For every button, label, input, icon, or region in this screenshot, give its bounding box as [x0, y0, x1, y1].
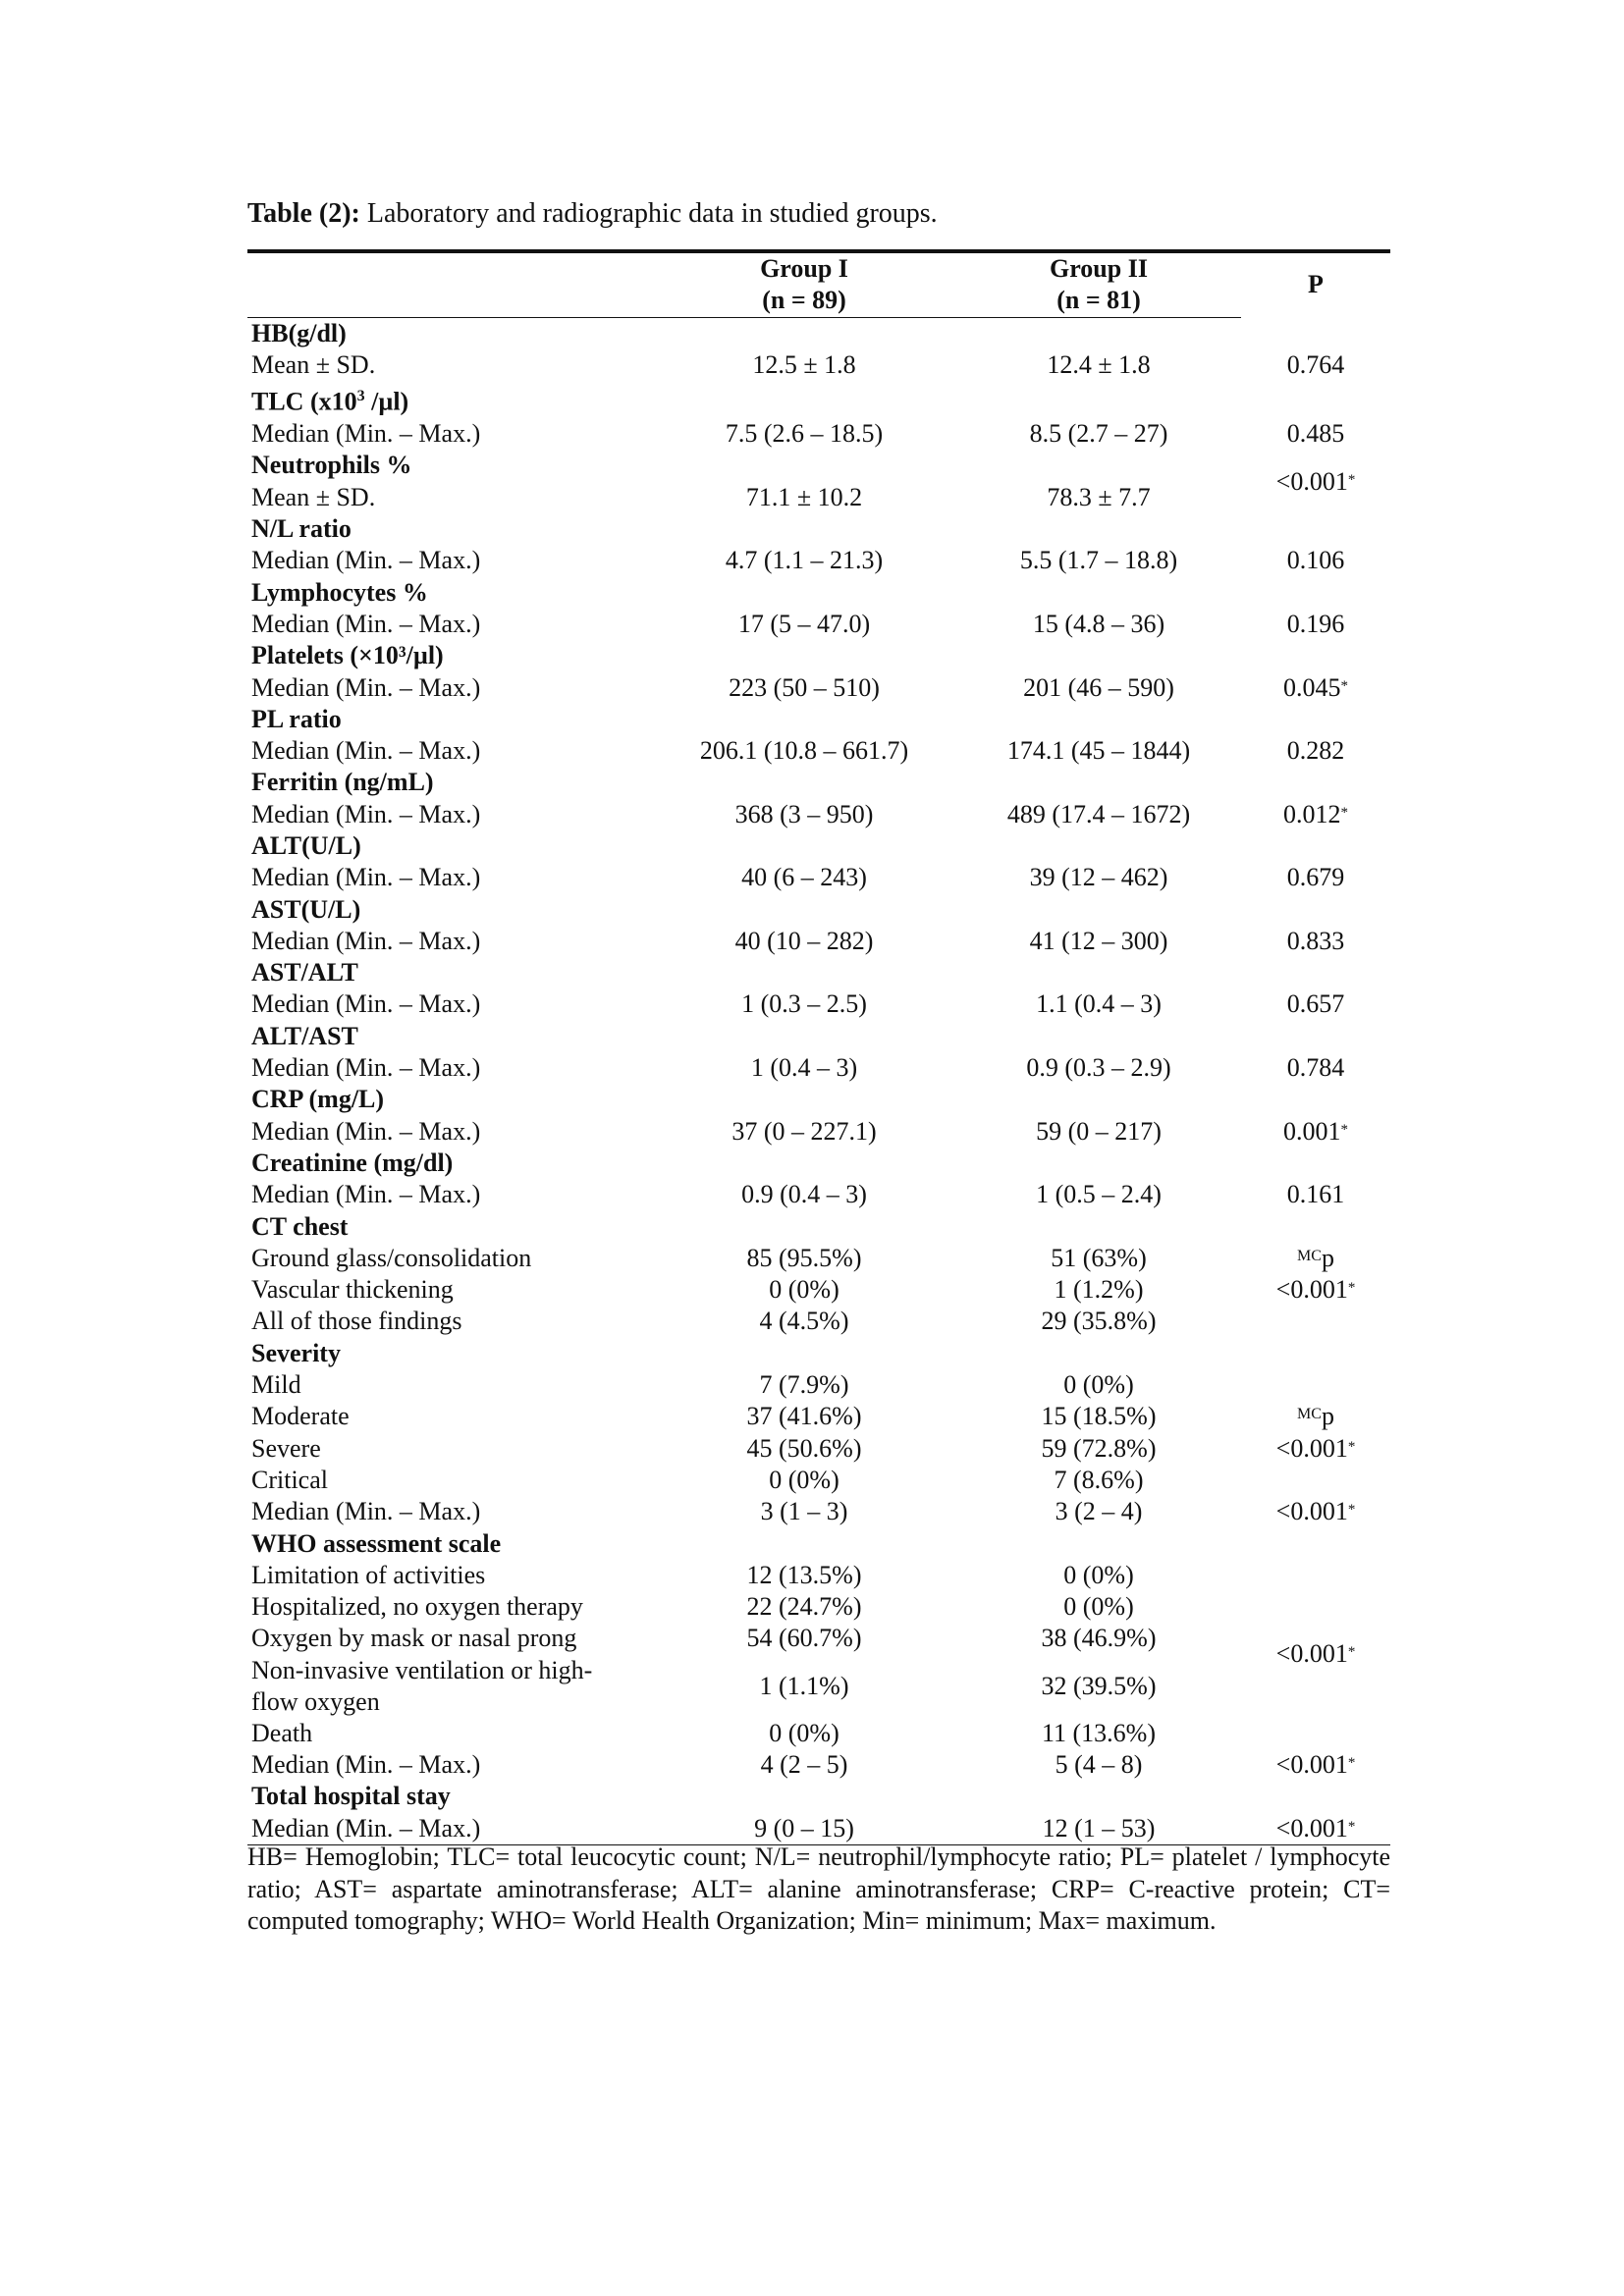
significance-marker: * — [1347, 471, 1356, 488]
row-label: Vascular thickening — [251, 1275, 454, 1305]
row-label: Oxygen by mask or nasal prong — [251, 1624, 577, 1653]
table-row — [247, 545, 1390, 576]
section-tlc — [247, 381, 1390, 418]
group2-value: 59 (72.8%) — [1041, 1433, 1157, 1463]
group1-value: 40 (6 – 243) — [741, 863, 867, 892]
group2-value: 51 (63%) — [1051, 1243, 1147, 1272]
row-label: Mean ± SD. — [251, 349, 376, 379]
section-severity — [247, 1338, 1390, 1369]
group1-value: 7.5 (2.6 – 18.5) — [725, 419, 884, 449]
table-row — [247, 1369, 1390, 1401]
section-title: N/L ratio — [251, 514, 352, 544]
header-blank — [247, 251, 652, 285]
table-row — [247, 1813, 1390, 1845]
group2-value: 15 (4.8 – 36) — [1032, 609, 1165, 638]
p-value-text: 0.001 — [1283, 1116, 1341, 1146]
section-title: ALT(U/L) — [251, 831, 361, 860]
section-title: WHO assessment scale — [251, 1528, 502, 1558]
section-creatinine — [247, 1148, 1390, 1179]
p-value-text: <0.001 — [1275, 1813, 1348, 1842]
p-value: 0.282 — [1286, 736, 1345, 766]
table-row — [247, 1655, 1390, 1718]
section-ast-alt — [247, 957, 1390, 988]
row-label: Median (Min. – Max.) — [251, 609, 481, 638]
table-row — [247, 1560, 1390, 1591]
group2-value: 38 (46.9%) — [1041, 1624, 1157, 1653]
p-value-text: <0.001 — [1275, 1497, 1348, 1526]
group1-value: 85 (95.5%) — [746, 1243, 862, 1272]
p-value: 0.833 — [1286, 926, 1345, 955]
table-row — [247, 799, 1390, 830]
p-value: 0.161 — [1286, 1180, 1345, 1209]
group1-value: 4.7 (1.1 – 21.3) — [725, 546, 884, 575]
row-label: Median (Min. – Max.) — [251, 1497, 481, 1526]
p-value: 0.764 — [1286, 349, 1345, 379]
group1-value: 4 (4.5%) — [759, 1307, 849, 1336]
section-crp — [247, 1084, 1390, 1115]
p-value-text: 0.045 — [1283, 672, 1341, 702]
section-title: PL ratio — [251, 704, 342, 733]
table-row — [247, 1116, 1390, 1148]
section-title: Ferritin (ng/mL) — [251, 768, 434, 797]
group2-value: 41 (12 – 300) — [1029, 926, 1168, 955]
p-value — [1241, 1749, 1390, 1781]
table-caption-label: Table (2): — [247, 198, 360, 229]
table-row — [247, 482, 1390, 513]
table-row — [247, 1465, 1390, 1496]
table-row — [247, 1306, 1390, 1337]
significance-marker: * — [1340, 804, 1348, 821]
group1-value: 3 (1 – 3) — [760, 1497, 848, 1526]
section-nl-ratio — [247, 513, 1390, 545]
row-label: Median (Min. – Max.) — [251, 1750, 481, 1780]
p-value — [1241, 1496, 1390, 1527]
row-label: Median (Min. – Max.) — [251, 1180, 481, 1209]
p-test-label — [1241, 1401, 1390, 1432]
p-value: 0.657 — [1286, 989, 1345, 1019]
group2-value: 29 (35.8%) — [1041, 1307, 1157, 1336]
row-label: Median (Min. – Max.) — [251, 863, 481, 892]
significance-marker: * — [1340, 1121, 1348, 1138]
table-row — [247, 1243, 1390, 1274]
significance-marker: * — [1340, 677, 1348, 694]
row-label: Mild — [251, 1370, 301, 1400]
group2-value: 1 (0.5 – 2.4) — [1036, 1180, 1162, 1209]
p-value: 0.106 — [1286, 546, 1345, 575]
table-row — [247, 1718, 1390, 1749]
row-label: Non-invasive ventilation or high-flow oxygen — [251, 1655, 593, 1716]
section-alt-ast — [247, 1021, 1390, 1052]
group2-value: 174.1 (45 – 1844) — [1006, 736, 1191, 766]
group2-value: 0 (0%) — [1063, 1592, 1134, 1622]
row-label: Median (Min. – Max.) — [251, 736, 481, 766]
group1-value: 4 (2 – 5) — [760, 1750, 848, 1780]
group2-value: 5 (4 – 8) — [1055, 1750, 1143, 1780]
group1-value: 223 (50 – 510) — [729, 672, 880, 702]
table-row — [247, 988, 1390, 1020]
row-label: Median (Min. – Max.) — [251, 926, 481, 955]
section-title: Total hospital stay — [251, 1782, 451, 1811]
p-value — [1241, 799, 1390, 830]
group1-value: 368 (3 – 950) — [734, 799, 874, 828]
section-ast — [247, 894, 1390, 926]
section-hb — [247, 317, 1390, 349]
section-title: Creatinine (mg/dl) — [251, 1148, 454, 1177]
row-label: All of those findings — [251, 1307, 462, 1336]
header-group1-name: Group I — [652, 251, 956, 285]
p-value-text: <0.001 — [1275, 1433, 1348, 1463]
section-title: Severity — [251, 1338, 341, 1367]
p-value-text: <0.001 — [1275, 1639, 1348, 1669]
significance-marker: * — [1347, 1818, 1356, 1835]
p-test-label — [1241, 1243, 1390, 1274]
row-label: Ground glass/consolidation — [251, 1243, 532, 1272]
table-row — [247, 926, 1390, 957]
section-title: ALT/AST — [251, 1021, 358, 1050]
table-row — [247, 1052, 1390, 1084]
table-row — [247, 418, 1390, 450]
group1-value: 9 (0 – 15) — [652, 1813, 956, 1845]
row-label: Median (Min. – Max.) — [251, 419, 481, 449]
section-title — [247, 381, 652, 418]
group2-value: 201 (46 – 590) — [1023, 672, 1174, 702]
group1-value: 17 (5 – 47.0) — [737, 609, 871, 638]
group1-value: 0 (0%) — [769, 1465, 839, 1494]
table-caption — [247, 196, 938, 232]
group2-value: 15 (18.5%) — [1041, 1402, 1157, 1431]
row-label: Hospitalized, no oxygen therapy — [251, 1592, 583, 1622]
group2-value: 12 (1 – 53) — [956, 1813, 1241, 1845]
p-letter: p — [1321, 1243, 1334, 1272]
group2-value: 0.9 (0.3 – 2.9) — [1026, 1053, 1171, 1083]
group1-value: 40 (10 – 282) — [734, 926, 874, 955]
group2-value: 8.5 (2.7 – 27) — [1029, 419, 1168, 449]
header-p: P — [1241, 251, 1390, 317]
section-title: Lymphocytes % — [251, 577, 428, 607]
section-alt — [247, 830, 1390, 862]
group2-value: 489 (17.4 – 1672) — [1006, 799, 1191, 828]
significance-marker: * — [1347, 1755, 1356, 1772]
row-label: Critical — [251, 1465, 328, 1494]
group1-value: 0 (0%) — [769, 1275, 839, 1305]
table-row — [247, 1274, 1390, 1306]
p-value — [1241, 672, 1390, 704]
group1-value: 45 (50.6%) — [746, 1433, 862, 1463]
group1-value: 1 (0.3 – 2.5) — [741, 989, 867, 1019]
section-title: HB(g/dl) — [251, 318, 347, 347]
table-row — [247, 349, 1390, 381]
group2-value: 7 (8.6%) — [1054, 1465, 1144, 1494]
table-row — [247, 1433, 1390, 1465]
p-value — [1241, 1560, 1390, 1749]
p-value — [1241, 1274, 1390, 1306]
table-row — [247, 609, 1390, 640]
table-row — [247, 1591, 1390, 1623]
table-caption-text: Laboratory and radiographic data in studied groups. — [359, 198, 938, 229]
header-group1-n: (n = 89) — [652, 285, 956, 317]
group1-value: 7 (7.9%) — [759, 1370, 849, 1400]
group1-value: 0 (0%) — [769, 1718, 839, 1747]
group1-value: 54 (60.7%) — [746, 1624, 862, 1653]
group2-value: 1.1 (0.4 – 3) — [1036, 989, 1162, 1019]
group2-value: 32 (39.5%) — [1041, 1671, 1157, 1700]
section-title: CRP (mg/L) — [251, 1085, 385, 1114]
mc-superscript: MC — [1297, 1247, 1322, 1264]
section-title: CT chest — [251, 1211, 349, 1241]
significance-marker: * — [1347, 1438, 1356, 1455]
p-value-text: <0.001 — [1275, 1275, 1348, 1305]
row-label: Median (Min. – Max.) — [247, 1813, 652, 1845]
data-table — [247, 249, 1390, 1845]
p-value — [1241, 1433, 1390, 1465]
section-ferritin — [247, 767, 1390, 798]
p-value: 0.784 — [1286, 1053, 1345, 1083]
p-value — [1241, 1813, 1390, 1845]
table-row — [247, 735, 1390, 767]
p-letter: p — [1321, 1402, 1334, 1431]
row-label: Median (Min. – Max.) — [251, 1053, 481, 1083]
table-row — [247, 672, 1390, 704]
group2-value: 78.3 ± 7.7 — [1047, 482, 1151, 511]
section-title: Platelets (×10³/µl) — [251, 641, 444, 670]
table-row — [247, 1623, 1390, 1654]
table-row — [247, 1496, 1390, 1527]
section-title: AST(U/L) — [251, 894, 361, 924]
table-footnote: HB= Hemoglobin; TLC= total leucocytic count; N/L= neutrophil/lymphocyte ratio; PL= platelet / lymphocyte ratio; AST= aspartate aminotransferase; ALT= alanine aminotransferase; CRP= C-reactive protein; CT= computed tomography; WHO= World Health Organization; Min= minimum; Max= maximum. — [247, 1842, 1390, 1935]
section-platelets — [247, 640, 1390, 671]
row-label: Median (Min. – Max.) — [251, 672, 481, 702]
tlc-title-post: /µl) — [364, 387, 409, 416]
table-row — [247, 1179, 1390, 1210]
group1-value: 37 (41.6%) — [746, 1402, 862, 1431]
p-value: 0.196 — [1286, 609, 1345, 638]
p-value-text: <0.001 — [1275, 1750, 1348, 1780]
section-pl-ratio — [247, 704, 1390, 735]
p-value: 0.679 — [1286, 863, 1345, 892]
group2-value: 1 (1.2%) — [1054, 1275, 1144, 1305]
group2-value: 0 (0%) — [1063, 1370, 1134, 1400]
header-group2-n: (n = 81) — [956, 285, 1241, 317]
row-label: Median (Min. – Max.) — [251, 989, 481, 1019]
row-label: Median (Min. – Max.) — [251, 1116, 481, 1146]
row-label: Limitation of activities — [251, 1560, 486, 1589]
row-label: Moderate — [251, 1402, 350, 1431]
group1-value: 12 (13.5%) — [746, 1560, 862, 1589]
section-title: AST/ALT — [251, 958, 358, 988]
tlc-title-pre: TLC (x10 — [251, 387, 357, 416]
p-value — [1241, 450, 1390, 513]
row-label: Severe — [251, 1433, 321, 1463]
group1-value: 71.1 ± 10.2 — [745, 482, 863, 511]
group2-value: 11 (13.6%) — [1041, 1718, 1156, 1747]
significance-marker: * — [1347, 1502, 1356, 1519]
p-value — [1241, 1116, 1390, 1148]
group2-value: 0 (0%) — [1063, 1560, 1134, 1589]
significance-marker: * — [1347, 1280, 1356, 1297]
p-value-text: 0.012 — [1283, 799, 1341, 828]
group1-value: 0.9 (0.4 – 3) — [741, 1180, 867, 1209]
table-row — [247, 862, 1390, 893]
section-title: Neutrophils % — [251, 451, 412, 480]
section-lymphocytes — [247, 577, 1390, 609]
section-who-scale — [247, 1528, 1390, 1560]
header-group2-name: Group II — [956, 251, 1241, 285]
section-ct-chest — [247, 1211, 1390, 1243]
group2-value: 12.4 ± 1.8 — [1047, 349, 1151, 379]
group1-value: 37 (0 – 227.1) — [731, 1116, 877, 1146]
group1-value: 1 (1.1%) — [759, 1671, 849, 1700]
mc-superscript: MC — [1297, 1406, 1322, 1423]
group2-value: 3 (2 – 4) — [1055, 1497, 1143, 1526]
section-hospital-stay — [247, 1781, 1390, 1812]
group2-value: 5.5 (1.7 – 18.8) — [1019, 546, 1178, 575]
group1-value: 206.1 (10.8 – 661.7) — [699, 736, 909, 766]
p-value: 0.485 — [1286, 419, 1345, 449]
tlc-title-sup: 3 — [356, 388, 365, 405]
section-neutrophils — [247, 450, 1390, 481]
row-label: Death — [251, 1718, 313, 1747]
group1-value: 12.5 ± 1.8 — [752, 349, 856, 379]
table-row — [247, 1401, 1390, 1432]
row-label: Mean ± SD. — [251, 482, 376, 511]
group1-value: 22 (24.7%) — [746, 1592, 862, 1622]
p-value-text: <0.001 — [1275, 466, 1348, 496]
header-blank-2 — [247, 285, 652, 317]
row-label: Median (Min. – Max.) — [251, 546, 481, 575]
table-row — [247, 1749, 1390, 1781]
significance-marker: * — [1347, 1644, 1356, 1661]
group2-value: 59 (0 – 217) — [1036, 1116, 1162, 1146]
group2-value: 39 (12 – 462) — [1029, 863, 1168, 892]
group1-value: 1 (0.4 – 3) — [750, 1053, 858, 1083]
row-label: Median (Min. – Max.) — [251, 799, 481, 828]
